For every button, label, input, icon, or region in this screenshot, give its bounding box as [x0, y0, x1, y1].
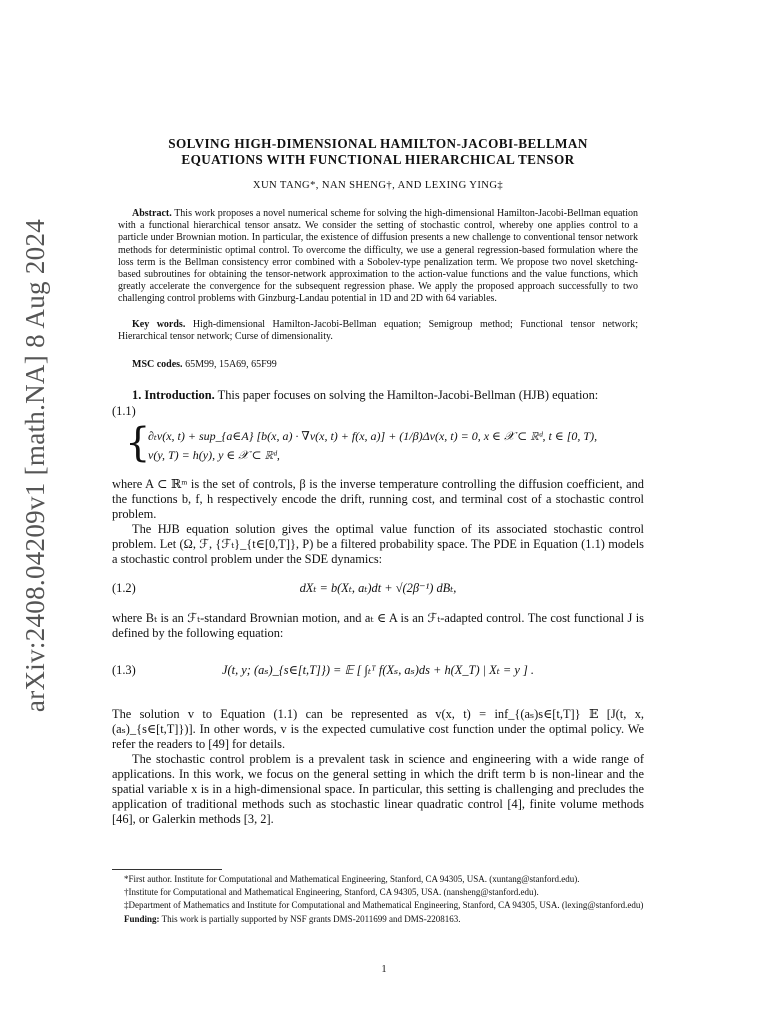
- eq3-body: J(t, y; (aₛ)_{s∈[t,T]}) = 𝔼 [ ∫ₜᵀ f(Xₛ, aₛ)ds + h(X_T) | Xₜ = y ] .: [222, 663, 534, 678]
- author-list: XUN TANG*, NAN SHENG†, AND LEXING YING‡: [252, 180, 504, 191]
- abstract: [118, 208, 638, 306]
- eq1-line-1: ∂ₜv(x, t) + sup_{a∈A} [b(x, a) · ∇v(x, t) + f(x, a)] + (1/β)Δv(x, t) = 0, x ∈ 𝒳 ⊂ ℝᵈ, t ∈ [0, T),: [148, 429, 598, 444]
- paragraph-brownian: where Bₜ is an ℱₜ-standard Brownian motion, and aₜ ∈ A is an ℱₜ-adapted control. The cost functional J is defined by the following equation:: [112, 611, 644, 641]
- funding-text: This work is partially supported by NSF grants DMS-2011699 and DMS-2208163.: [161, 913, 461, 924]
- footnote-1: *First author. Institute for Computational and Mathematical Engineering, Stanford, CA 94305, USA. (xuntang@stanford.edu).: [124, 874, 580, 884]
- eq2-body: dXₜ = b(Xₜ, aₜ)dt + √(2β⁻¹) dBₜ,: [299, 581, 457, 596]
- footnotes: [112, 869, 644, 927]
- paragraph-solution: The solution v to Equation (1.1) can be represented as v(x, t) = inf_{(aₛ)s∈[t,T]} 𝔼 [J(t, x, (aₛ)_{s∈[t,T]})]. In other words, v is the expected cumulative cost function under the optimal policy. We refer the readers to [49] for details.: [112, 707, 644, 752]
- msc-codes: [118, 359, 638, 371]
- equation-1-2: [112, 581, 644, 611]
- title-line-2: EQUATIONS WITH FUNCTIONAL HIERARCHICAL TENSOR: [181, 151, 575, 167]
- arxiv-stamp: [14, 218, 58, 712]
- page-number: 1: [381, 964, 387, 975]
- keywords-label: Key words.: [132, 318, 186, 330]
- eq1-label: (1.1): [112, 404, 136, 419]
- paragraph-controls: where A ⊂ ℝᵐ is the set of controls, β is the inverse temperature controlling the diffusion coefficient, and the functions b, f, h respectively encode the drift, running cost, and terminal cost of a stochastic control problem.: [112, 477, 644, 522]
- left-brace: {: [125, 420, 151, 467]
- msc-text: 65M99, 15A69, 65F99: [185, 359, 277, 371]
- paper-body: [112, 136, 644, 827]
- footnote-3: ‡Department of Mathematics and Institute for Computational and Mathematical Engineering, Stanford, CA 94305, USA. (lexing@stanford.edu): [124, 900, 644, 911]
- paragraph-hjb: The HJB equation solution gives the optimal value function of its associated stochastic control problem. Let (Ω, ℱ, {ℱₜ}_{t∈[0,T]}, P) be a filtered probability space. The PDE in Equation (1.1) models a stochastic control problem under the SDE dynamics:: [112, 522, 644, 567]
- funding-label: Funding:: [124, 913, 160, 924]
- eq2-label: (1.2): [112, 581, 136, 596]
- footnote-2: †Institute for Computational and Mathematical Engineering, Stanford, CA 94305, USA. (nansheng@stanford.edu).: [124, 887, 539, 898]
- section-heading: 1. Introduction.: [132, 388, 215, 403]
- title-line-1: SOLVING HIGH-DIMENSIONAL HAMILTON-JACOBI-BELLMAN: [168, 136, 588, 151]
- keywords-text: High-dimensional Hamilton-Jacobi-Bellman equation; Semigroup method; Functional tensor network; Hierarchical tensor network; Curse of dimensionality.: [118, 318, 638, 342]
- introduction-paragraph: [112, 388, 644, 403]
- eq3-label: (1.3): [112, 663, 136, 678]
- funding: [112, 914, 644, 925]
- eq1-line-2: v(y, T) = h(y), y ∈ 𝒳 ⊂ ℝᵈ,: [148, 448, 280, 463]
- abstract-label: Abstract.: [132, 208, 172, 219]
- arxiv-stamp-text: arXiv:2408.04209v1 [math.NA] 8 Aug 2024: [20, 218, 51, 712]
- abstract-text: This work proposes a novel numerical scheme for solving the high-dimensional Hamilton-Jacobi-Bellman equation with a functional hierarchical tensor ansatz. We consider the setting of stochastic control, whereby one applies control to a particle under Brownian motion. In particular, the existence of diffusion presents a new challenge to conventional tensor network methods for deterministic optimal control. To overcome the difficulty, we use a general regression-based formulation where the loss term is the Bellman consistency error combined with a Sobolev-type penalization term. We propose two novel sketching-based subroutines for obtaining the tensor-network approximation to the action-value functions and the value functions, which greatly accelerate the convergence for the subsequent regression phase. We apply the proposed approach successfully to two challenging control problems with Ginzburg-Landau potential in 1D and 2D with 64 variables.: [118, 208, 638, 305]
- paper-title: [112, 136, 644, 167]
- intro-text: This paper focuses on solving the Hamilton-Jacobi-Bellman (HJB) equation:: [217, 388, 599, 403]
- paragraph-stochastic: The stochastic control problem is a prevalent task in science and engineering with a wide range of applications. In this work, we focus on the general setting in which the drift term b is non-linear and the spatial variable x is in a high-dimensional space. In particular, this setting is challenging and precludes the application of traditional methods such as stochastic linear quadratic control [4], finite volume methods [46], or Galerkin methods [3, 2].: [112, 752, 644, 827]
- footnote-rule: [112, 869, 222, 870]
- equation-1-3: [112, 663, 644, 707]
- keywords: [118, 319, 638, 343]
- equation-1-1: [112, 404, 644, 471]
- msc-label: MSC codes.: [132, 359, 183, 371]
